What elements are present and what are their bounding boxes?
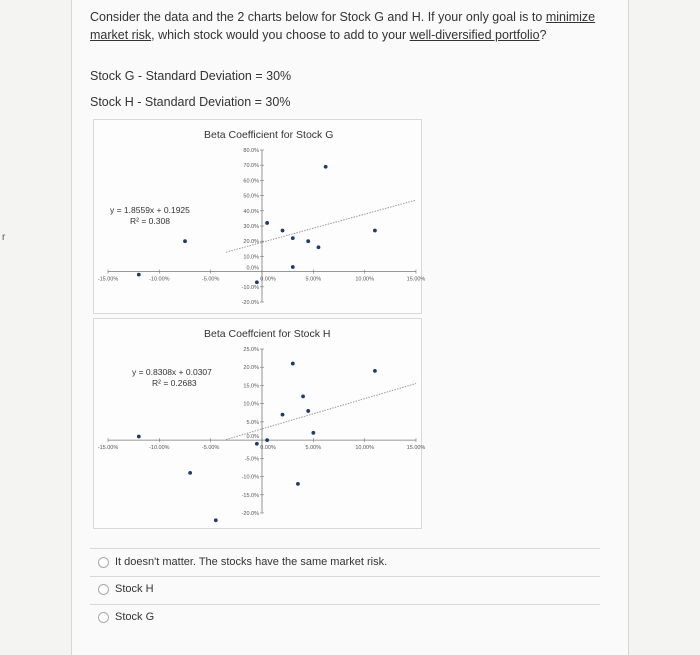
x-tick-label: 10.00% (355, 276, 374, 283)
y-tick-label: 40.0% (243, 208, 259, 215)
divider (90, 604, 600, 605)
radio-icon[interactable] (98, 612, 109, 623)
data-point (137, 435, 141, 439)
r-squared: R² = 0.2683 (152, 378, 197, 388)
y-tick-label: -15.0% (241, 492, 259, 499)
x-tick-label: -5.00% (201, 445, 220, 452)
data-point (214, 518, 218, 522)
radio-icon[interactable] (98, 584, 109, 595)
data-point (255, 280, 259, 284)
x-tick-label: 0.00% (260, 445, 276, 452)
trend-equation: y = 0.8308x + 0.0307 (132, 367, 212, 377)
chart-stock-g (93, 119, 426, 314)
data-point (281, 413, 285, 417)
y-tick-label: 5.0% (246, 419, 259, 426)
x-tick-label: 15.00% (406, 276, 426, 283)
y-tick-label: 15.0% (243, 383, 259, 390)
chart-h-title: Beta Coeffcient for Stock H (204, 328, 331, 340)
question-emphasis: minimize market risk (90, 10, 596, 42)
divider (90, 548, 600, 549)
y-tick-label: 50.0% (243, 193, 259, 200)
data-point (281, 229, 285, 233)
option-same-risk[interactable] (98, 556, 387, 568)
x-tick-label: -10.00% (149, 276, 170, 283)
y-tick-label: 0.0% (246, 265, 259, 272)
trend-equation: y = 1.8559x + 0.1925 (110, 205, 190, 215)
data-point (291, 236, 295, 240)
y-tick-label: 70.0% (243, 163, 259, 170)
option-label: Stock H (115, 583, 154, 595)
option-label: Stock G (115, 611, 155, 623)
y-tick-label: -20.0% (241, 300, 259, 306)
y-tick-label: 80.0% (243, 148, 259, 154)
data-point (306, 239, 310, 243)
radio-icon[interactable] (98, 557, 109, 568)
r-squared: R² = 0.308 (130, 216, 170, 226)
x-tick-label: -10.00% (149, 445, 170, 452)
y-tick-label: 30.0% (243, 224, 259, 230)
trendline (226, 384, 416, 440)
question-emphasis: well-diversified portfolio (409, 28, 540, 42)
chart-stock-h (93, 318, 426, 529)
x-tick-label: -5.00% (201, 276, 220, 283)
data-point (291, 362, 295, 366)
x-tick-label: 15.00% (406, 445, 426, 452)
option-stock-g[interactable] (98, 611, 154, 623)
data-point (291, 265, 295, 269)
y-tick-label: 20.0% (243, 365, 259, 372)
data-point (265, 221, 269, 225)
x-tick-label: 5.00% (305, 445, 322, 452)
data-point (373, 229, 377, 233)
x-tick-label: 10.00% (355, 445, 374, 452)
data-point (301, 394, 305, 398)
data-point (183, 239, 187, 243)
data-point (324, 165, 328, 169)
data-point (306, 409, 310, 413)
y-tick-label: -5.0% (244, 456, 259, 463)
y-tick-label: -10.0% (241, 474, 259, 481)
y-tick-label: 10.0% (243, 254, 259, 261)
divider (90, 576, 600, 577)
y-tick-label: -10.0% (241, 284, 259, 291)
data-point (373, 369, 377, 373)
question-part: Consider the data and the 2 charts below for Stock G and H. If your only goal is to (90, 10, 546, 24)
x-tick-label: 0.00% (260, 276, 276, 283)
y-tick-label: -20.0% (241, 511, 259, 517)
data-point (296, 482, 300, 486)
chart-g-plot (94, 120, 426, 313)
data-point (137, 273, 141, 277)
data-point (255, 442, 259, 446)
x-tick-label: 5.00% (305, 276, 322, 283)
question-part: , which stock would you choose to add to your (151, 28, 410, 42)
edge-mark: r (2, 232, 6, 243)
y-tick-label: 20.0% (243, 239, 259, 246)
x-tick-label: -15.00% (97, 276, 119, 283)
data-point (265, 438, 269, 442)
y-tick-label: 10.0% (243, 401, 259, 408)
y-tick-label: 0.0% (246, 434, 259, 441)
data-point (188, 471, 192, 475)
question-text (90, 8, 610, 44)
stock-g-std: Stock G - Standard Deviation = 30% (90, 69, 292, 83)
data-point (311, 431, 315, 435)
option-stock-h[interactable] (98, 583, 154, 595)
y-tick-label: 60.0% (243, 178, 259, 185)
chart-g-title: Beta Coefficient for Stock G (204, 129, 334, 141)
stock-h-std: Stock H - Standard Deviation = 30% (90, 95, 291, 109)
data-point (317, 245, 321, 249)
y-tick-label: 25.0% (243, 347, 259, 353)
chart-h-plot (94, 319, 426, 528)
x-tick-label: -15.00% (97, 445, 119, 452)
option-label: It doesn't matter. The stocks have the same market risk. (115, 556, 388, 568)
question-part: ? (539, 28, 547, 42)
